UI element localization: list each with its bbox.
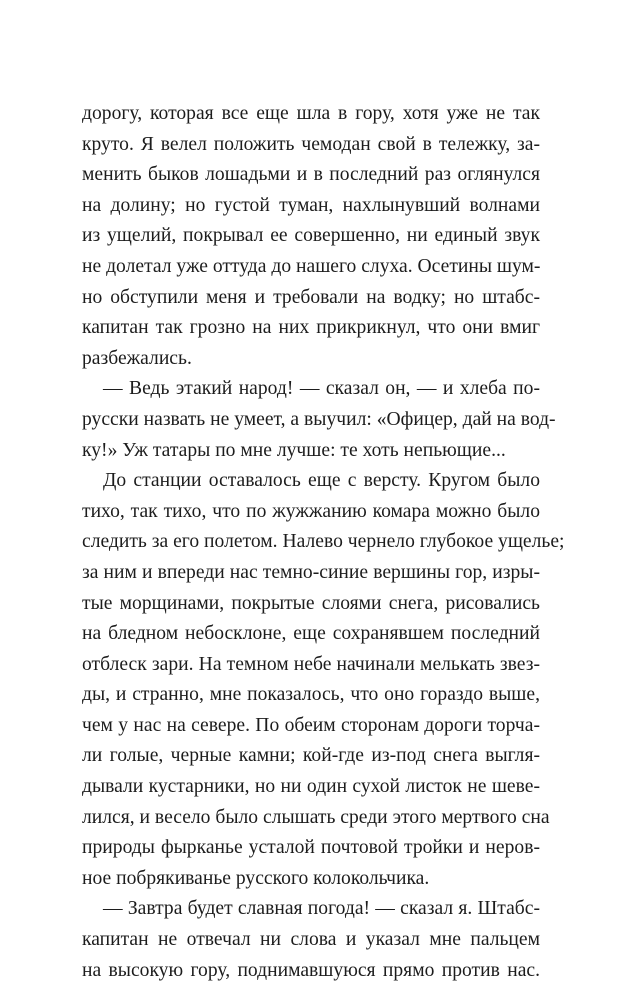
text-line: разбежались. (82, 347, 192, 369)
text-line: капитан так грозно на них прикрикнул, что они вмиг (82, 317, 540, 339)
text-line: чем у нас на севере. По обеим сторонам дороги торча- (82, 714, 540, 736)
body-text (82, 99, 565, 986)
text-line: капитан не отвечал ни слова и указал мне пальцем (82, 929, 540, 951)
text-line: дорогу, которая все еще шла в гору, хотя уже не так (82, 103, 540, 124)
text-line: но обступили меня и требовали на водку; но штабс- (82, 286, 540, 308)
text-line: не долетал уже оттуда до нашего слуха. Осетины шум- (82, 255, 541, 277)
text-line: лился, и весело было слышать среди этого мертвого сна (82, 806, 550, 828)
text-line: тые морщинами, покрытые слоями снега, рисовались (82, 592, 540, 614)
text-line: дывали кустарники, но ни один сухой листок не шеве- (82, 776, 540, 798)
text-line: на бледном небосклоне, еще сохранявшем последний (82, 623, 540, 645)
text-line: ли голые, черные камни; кой-где из-под снега выгля- (82, 745, 540, 767)
text-line: следить за его полетом. Налево чернело глубокое ущелье; (82, 531, 565, 553)
text-line: — Завтра будет славная погода! — сказал я. Штабс- (103, 898, 540, 920)
text-line: ды, и странно, мне показалось, что оно гораздо выше, (82, 684, 540, 706)
text-line: ное побрякиванье русского колокольчика. (82, 867, 430, 889)
text-line: отблеск зари. На темном небе начинали мелькать звез- (82, 653, 540, 675)
text-line: тихо, так тихо, что по жужжанию комара можно было (82, 500, 540, 522)
text-line: русски назвать не умеет, а выучил: «Офицер, дай на вод- (82, 408, 556, 430)
text-line: ку!» Уж татары по мне лучше: те хоть непьющие... (82, 439, 506, 461)
text-line: менить быков лошадьми и в последний раз оглянулся (82, 164, 540, 186)
text-line: природы фырканье усталой почтовой тройки и неров- (82, 837, 540, 859)
text-line: До станции оставалось еще с версту. Кругом было (103, 470, 540, 492)
text-line: за ним и впереди нас темно-синие вершины гор, изры- (82, 561, 540, 583)
text-line: на долину; но густой туман, нахлынувший волнами (82, 194, 540, 216)
text-line: из ущелий, покрывал ее совершенно, ни единый звук (82, 225, 540, 247)
text-line: круто. Я велел положить чемодан свой в тележку, за- (82, 133, 540, 155)
text-line: на высокую гору, поднимавшуюся прямо против нас. (82, 959, 540, 981)
text-line: — Ведь этакий народ! — сказал он, — и хлеба по- (103, 378, 540, 400)
